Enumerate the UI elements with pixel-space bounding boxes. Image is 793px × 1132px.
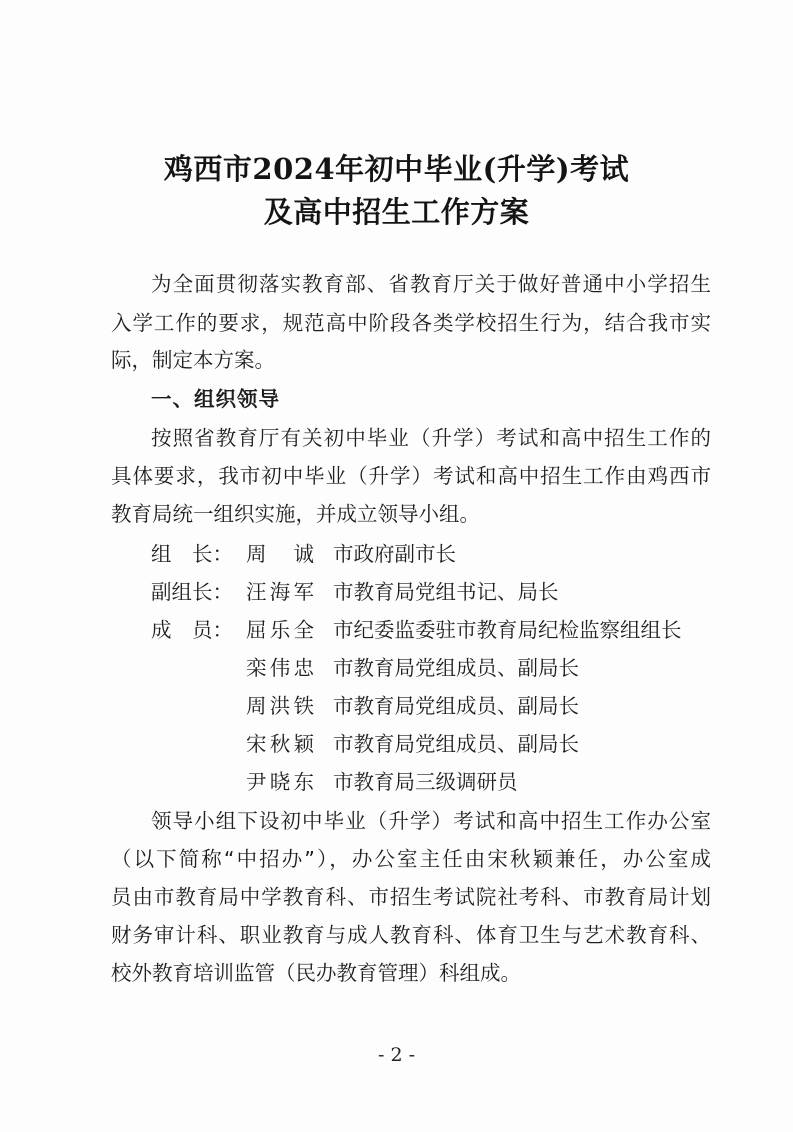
page-number: - 2 - [377, 1044, 415, 1066]
member-post: 市教育局党组书记、局长 [333, 580, 559, 604]
member-role: 成 员： [151, 618, 233, 642]
document-title-line-1: 鸡西市2024年初中毕业(升学)考试 [163, 152, 630, 186]
intro-line-2: 入学工作的要求，规范高中阶段各类学校招生行为，结合我市实 [111, 311, 711, 335]
office-paragraph-line-1: 领导小组下设初中毕业（升学）考试和高中招生工作办公室 [151, 809, 711, 833]
intro-line-1: 为全面贯彻落实教育部、省教育厅关于做好普通中小学招生 [151, 272, 711, 296]
section-paragraph-line-2: 具体要求，我市初中毕业（升学）考试和高中招生工作由鸡西市 [111, 464, 711, 488]
member-name: 宋秋颖 [246, 732, 314, 756]
member-post: 市教育局党组成员、副局长 [333, 732, 579, 756]
member-name: 周 诚 [246, 542, 314, 566]
member-name: 尹晓东 [246, 770, 314, 794]
member-name: 栾伟忠 [246, 656, 314, 680]
member-name: 周洪铁 [246, 694, 314, 718]
section-heading: 一、组织领导 [151, 387, 280, 411]
office-paragraph-line-4: 财务审计科、职业教育与成人教育科、体育卫生与艺术教育科、 [111, 923, 711, 947]
member-post: 市纪委监委驻市教育局纪检监察组组长 [333, 618, 682, 642]
member-name: 屈乐全 [246, 618, 314, 642]
member-post: 市教育局党组成员、副局长 [333, 656, 579, 680]
member-role: 组 长： [151, 542, 233, 566]
member-post: 市政府副市长 [333, 542, 456, 566]
member-name: 汪海军 [246, 580, 314, 604]
document-title-line-2: 及高中招生工作方案 [263, 195, 530, 229]
member-role: 副组长： [151, 580, 233, 604]
office-paragraph-line-3: 员由市教育局中学教育科、市招生考试院社考科、市教育局计划 [111, 885, 711, 909]
intro-line-3: 际，制定本方案。 [111, 348, 275, 372]
member-post: 市教育局党组成员、副局长 [333, 694, 579, 718]
member-post: 市教育局三级调研员 [333, 770, 518, 794]
section-paragraph-line-1: 按照省教育厅有关初中毕业（升学）考试和高中招生工作的 [151, 426, 711, 450]
office-paragraph-line-2: （以下简称“中招办”），办公室主任由宋秋颖兼任，办公室成 [111, 847, 711, 871]
section-paragraph-line-3: 教育局统一组织实施，并成立领导小组。 [111, 502, 480, 526]
office-paragraph-line-5: 校外教育培训监管（民办教育管理）科组成。 [111, 961, 521, 985]
